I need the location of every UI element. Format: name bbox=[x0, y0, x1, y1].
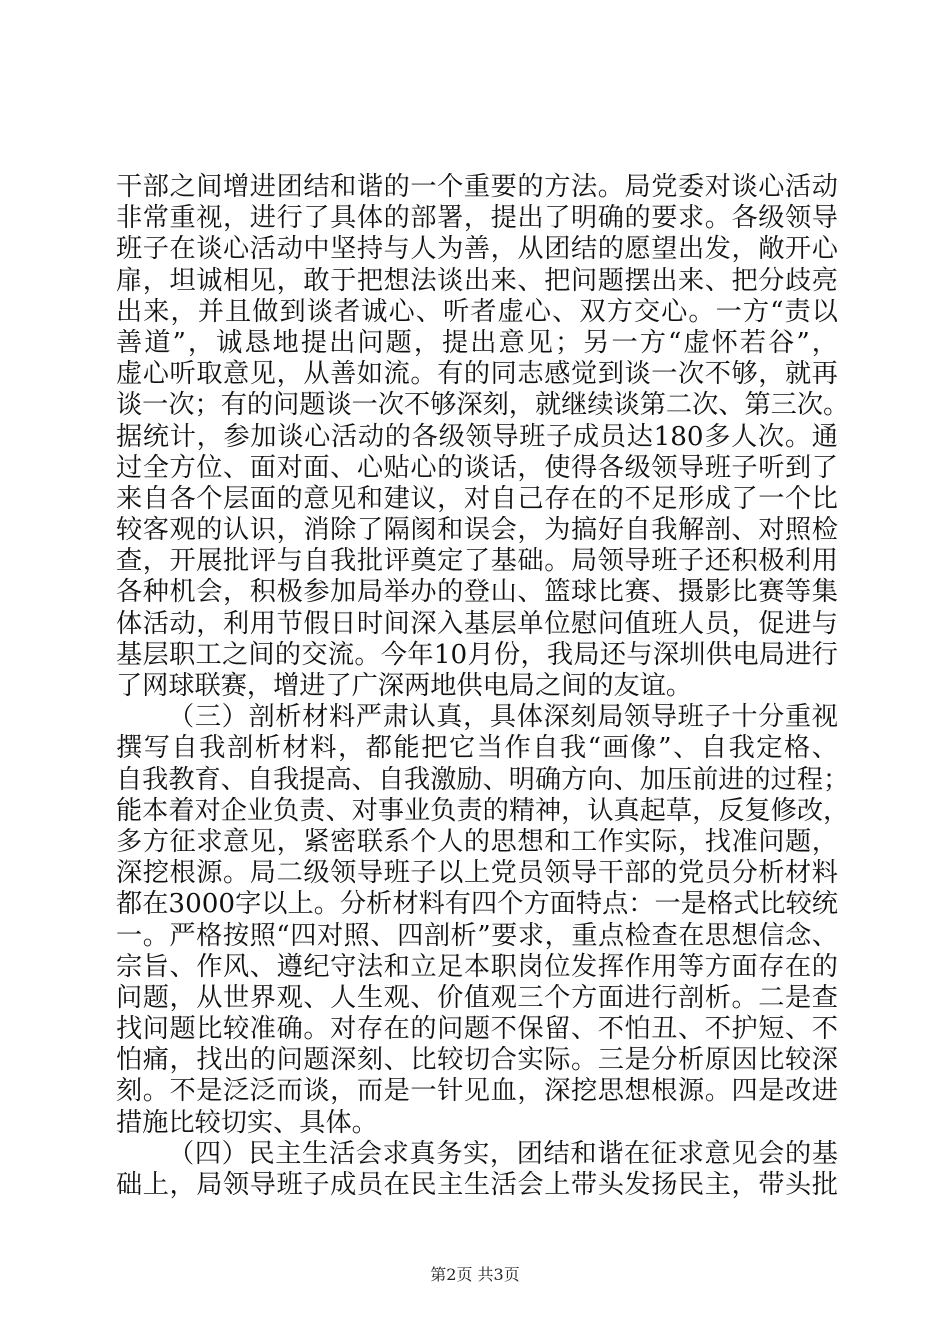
section-heading-line: （三）剖析材料严肃认真，具体深刻局领导班子十分重视 bbox=[168, 702, 838, 733]
text-line: 础上，局领导班子成员在民主生活会上带头发扬民主，带头批 bbox=[116, 1170, 838, 1200]
text-line: 来自各个层面的意见和建议，对自己存在的不足形成了一个比 bbox=[116, 483, 838, 514]
text-line: 较客观的认识，消除了隔阂和误会，为搞好自我解剖、对照检 bbox=[116, 515, 838, 546]
text-line: 非常重视，进行了具体的部署，提出了明确的要求。各级领导 bbox=[116, 203, 838, 234]
text-line: 谈一次；有的问题谈一次不够深刻，就继续谈第二次、第三次。 bbox=[116, 390, 850, 421]
text-line: 问题，从世界观、人生观、价值观三个方面进行剖析。二是查 bbox=[116, 982, 838, 1013]
text-line: 宗旨、作风、遵纪守法和立足本职岗位发挥作用等方面存在的 bbox=[116, 951, 838, 982]
text-line: 都在3000字以上。分析材料有四个方面特点：一是格式比较统 bbox=[116, 889, 838, 920]
text-line: 查，开展批评与自我批评奠定了基础。局领导班子还积极利用 bbox=[116, 546, 838, 577]
text-line: 怕痛，找出的问题深刻、比较切合实际。三是分析原因比较深 bbox=[116, 1045, 838, 1076]
text-line: 据统计，参加谈心活动的各级领导班子成员达180多人次。通 bbox=[116, 421, 838, 452]
text-line: 出来，并且做到谈者诚心、听者虚心、双方交心。一方“责以 bbox=[116, 296, 838, 327]
text-line: 措施比较切实、具体。 bbox=[116, 1107, 378, 1138]
text-line: 一。严格按照“四对照、四剖析”要求，重点检查在思想信念、 bbox=[116, 920, 838, 951]
document-body bbox=[116, 172, 850, 1201]
text-line: 多方征求意见，紧密联系个人的思想和工作实际，找准问题， bbox=[116, 826, 838, 857]
page-footer bbox=[0, 1262, 950, 1285]
text-line: 班子在谈心活动中坚持与人为善，从团结的愿望出发，敞开心 bbox=[116, 234, 838, 265]
text-line: 扉，坦诚相见，敢于把想法谈出来、把问题摆出来、把分歧亮 bbox=[116, 265, 838, 296]
text-line: 基层职工之间的交流。今年10月份，我局还与深圳供电局进行 bbox=[116, 639, 838, 670]
text-line: 撰写自我剖析材料，都能把它当作自我“画像”、自我定格、 bbox=[116, 733, 838, 764]
text-line: 能本着对企业负责、对事业负责的精神，认真起草，反复修改， bbox=[116, 795, 850, 826]
text-line: 各种机会，积极参加局举办的登山、篮球比赛、摄影比赛等集 bbox=[116, 577, 838, 608]
page-number-label: 第2页 共3页 bbox=[430, 1265, 520, 1284]
section-heading-line: （四）民主生活会求真务实，团结和谐在征求意见会的基 bbox=[168, 1138, 838, 1169]
text-line: 自我教育、自我提高、自我激励、明确方向、加压前进的过程； bbox=[116, 764, 850, 795]
text-line: 过全方位、面对面、心贴心的谈话，使得各级领导班子听到了 bbox=[116, 452, 838, 483]
text-line: 找问题比较准确。对存在的问题不保留、不怕丑、不护短、不 bbox=[116, 1014, 838, 1045]
text-line: 了网球联赛，增进了广深两地供电局之间的友谊。 bbox=[116, 671, 693, 701]
text-line: 虚心听取意见，从善如流。有的同志感觉到谈一次不够，就再 bbox=[116, 359, 838, 390]
text-line: 善道”，诚恳地提出问题，提出意见；另一方“虚怀若谷”， bbox=[116, 327, 838, 358]
text-line: 深挖根源。局二级领导班子以上党员领导干部的党员分析材料 bbox=[116, 858, 838, 889]
text-line: 刻。不是泛泛而谈，而是一针见血，深挖思想根源。四是改进 bbox=[116, 1076, 838, 1107]
text-line: 体活动，利用节假日时间深入基层单位慰问值班人员，促进与 bbox=[116, 608, 838, 639]
text-line: 干部之间增进团结和谐的一个重要的方法。局党委对谈心活动 bbox=[116, 172, 838, 202]
